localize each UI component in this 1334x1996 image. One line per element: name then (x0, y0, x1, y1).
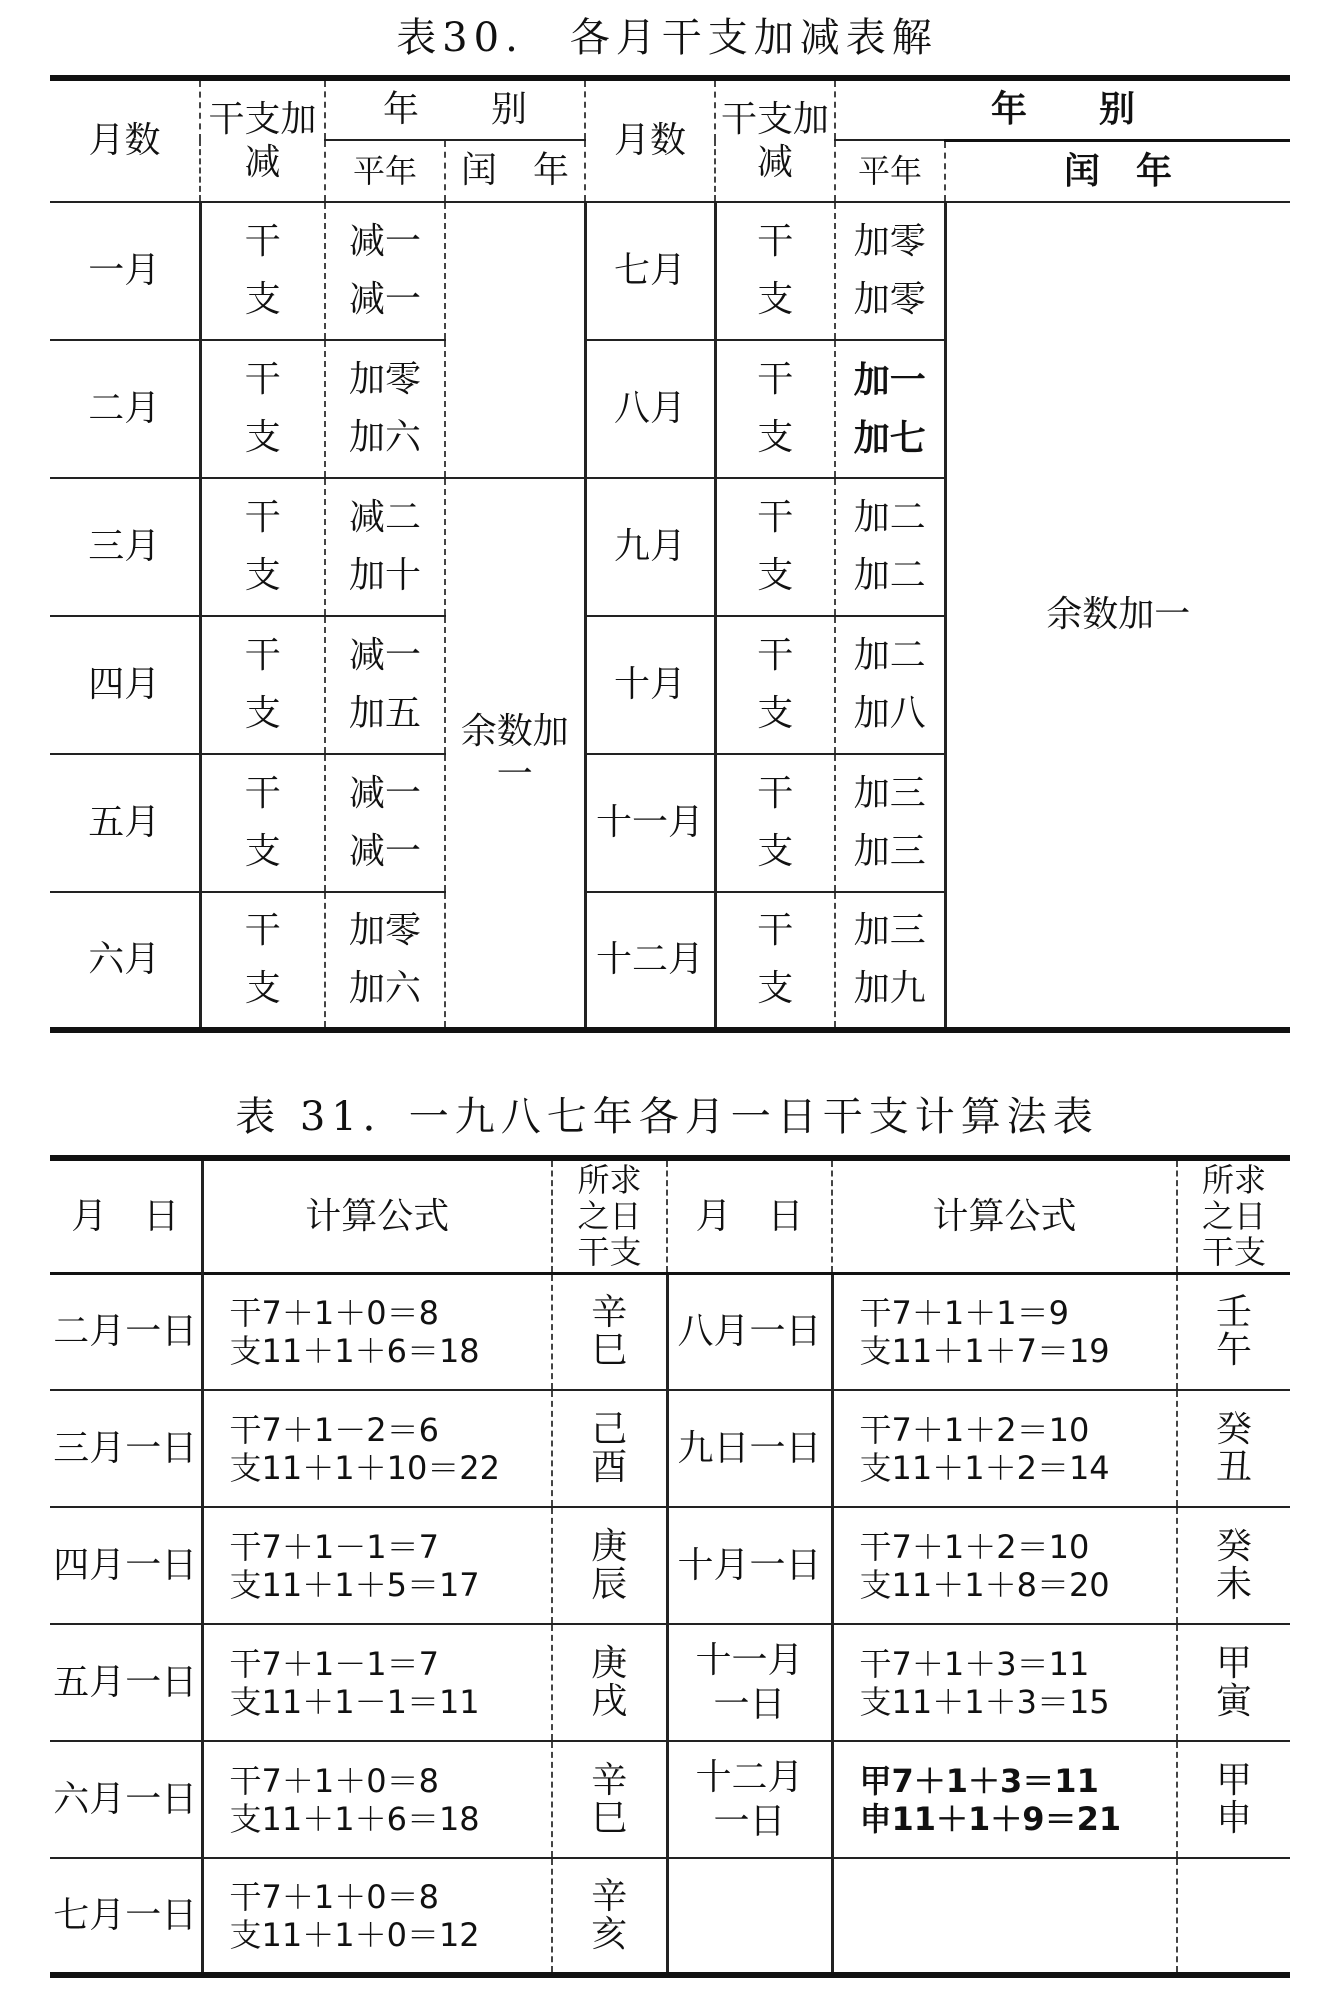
adj-cell: 加零 加六 (325, 892, 445, 1030)
date-cell: 十一月 一日 (667, 1624, 832, 1741)
header-gz-left: 干支加减 (200, 78, 325, 202)
month-8: 八月 (585, 340, 715, 478)
leap-blank (445, 340, 585, 478)
table31 (50, 1155, 1290, 1978)
leap-blank (445, 202, 585, 340)
result-cell: 癸 未 (1177, 1507, 1290, 1624)
gz-cell: 干 支 (200, 340, 325, 478)
month-2: 二月 (50, 340, 200, 478)
gz-cell: 干 支 (200, 478, 325, 616)
result-cell: 辛 巳 (552, 1273, 667, 1390)
header-formula-right: 计算公式 (832, 1158, 1177, 1273)
header-leap-right: 闰 年 (945, 140, 1290, 202)
adj-cell: 加三 加九 (835, 892, 945, 1030)
adj-cell: 加一 加七 (835, 340, 945, 478)
empty-cell (1177, 1858, 1290, 1975)
formula-cell: 甲7＋1＋3＝11 申11＋1＋9＝21 (832, 1741, 1177, 1858)
date-cell: 五月一日 (50, 1624, 202, 1741)
header-month-left: 月数 (88, 120, 161, 162)
month-6: 六月 (50, 892, 200, 1030)
result-cell: 壬 午 (1177, 1273, 1290, 1390)
gz-cell: 干 支 (715, 754, 835, 892)
result-cell: 甲 申 (1177, 1741, 1290, 1858)
leap-note-right: 余数加一 (945, 202, 1290, 1030)
month-5: 五月 (50, 754, 200, 892)
month-9: 九月 (585, 478, 715, 616)
result-cell: 癸 丑 (1177, 1390, 1290, 1507)
adj-cell: 减一 减一 (325, 754, 445, 892)
formula-cell: 干7＋1－1＝7 支11＋1－1＝11 (202, 1624, 552, 1741)
formula-cell: 干7＋1－1＝7 支11＋1＋5＝17 (202, 1507, 552, 1624)
adj-cell: 减一 减一 (325, 202, 445, 340)
result-cell: 己 酉 (552, 1390, 667, 1507)
date-cell: 十月一日 (667, 1507, 832, 1624)
formula-cell: 干7＋1＋3＝11 支11＋1＋3＝15 (832, 1624, 1177, 1741)
adj-cell: 减一 加五 (325, 616, 445, 754)
header-date-right: 月 日 (667, 1158, 832, 1273)
gz-cell: 干 支 (715, 616, 835, 754)
adj-cell: 加二 加八 (835, 616, 945, 754)
header-result-right: 所求 之日 干支 (1177, 1158, 1290, 1273)
date-cell: 八月一日 (667, 1273, 832, 1390)
formula-cell: 干7＋1＋1＝9 支11＋1＋7＝19 (832, 1273, 1177, 1390)
adj-cell: 加零 加六 (325, 340, 445, 478)
date-cell: 九日一日 (667, 1390, 832, 1507)
header-date-left: 月 日 (71, 1195, 180, 1237)
leap-note-left: 余数加一 (445, 478, 585, 1030)
adj-cell: 加二 加二 (835, 478, 945, 616)
header-month-right: 月数 (585, 78, 715, 202)
month-4: 四月 (50, 616, 200, 754)
result-cell: 庚 辰 (552, 1507, 667, 1624)
header-year-type-right: 年 别 (835, 78, 1290, 140)
date-cell: 十二月 一日 (667, 1741, 832, 1858)
gz-cell: 干 支 (715, 892, 835, 1030)
result-cell: 庚 戌 (552, 1624, 667, 1741)
gz-cell: 干 支 (200, 202, 325, 340)
result-cell: 辛 巳 (552, 1741, 667, 1858)
empty-cell (667, 1858, 832, 1975)
date-cell: 七月一日 (50, 1858, 202, 1975)
gz-cell: 干 支 (715, 202, 835, 340)
result-cell: 甲 寅 (1177, 1624, 1290, 1741)
adj-cell: 减二 加十 (325, 478, 445, 616)
month-12: 十二月 (585, 892, 715, 1030)
date-cell: 四月一日 (50, 1507, 202, 1624)
result-cell: 辛 亥 (552, 1858, 667, 1975)
gz-cell: 干 支 (200, 892, 325, 1030)
header-year-type-left: 年 别 (325, 78, 585, 140)
month-1: 一月 (50, 202, 200, 340)
month-7: 七月 (585, 202, 715, 340)
gz-cell: 干 支 (715, 478, 835, 616)
date-cell: 二月一日 (50, 1273, 202, 1390)
adj-cell: 加三 加三 (835, 754, 945, 892)
empty-cell (832, 1858, 1177, 1975)
header-leap-left: 闰 年 (445, 140, 585, 202)
table30 (50, 75, 1290, 1033)
gz-cell: 干 支 (200, 616, 325, 754)
date-cell: 三月一日 (50, 1390, 202, 1507)
date-cell: 六月一日 (50, 1741, 202, 1858)
formula-cell: 干7＋1＋0＝8 支11＋1＋6＝18 (202, 1741, 552, 1858)
formula-cell: 干7＋1＋2＝10 支11＋1＋2＝14 (832, 1390, 1177, 1507)
formula-cell: 干7＋1＋0＝8 支11＋1＋0＝12 (202, 1858, 552, 1975)
formula-cell: 干7＋1＋0＝8 支11＋1＋6＝18 (202, 1273, 552, 1390)
month-10: 十月 (585, 616, 715, 754)
header-normal-right: 平年 (835, 140, 945, 202)
header-normal-left: 平年 (325, 140, 445, 202)
table30-title: 表30. 各月干支加减表解 (396, 15, 938, 61)
table31-title: 表 31．一九八七年各月一日干支计算法表 (235, 1094, 1099, 1140)
formula-cell: 干7＋1－2＝6 支11＋1＋10＝22 (202, 1390, 552, 1507)
adj-cell: 加零 加零 (835, 202, 945, 340)
formula-cell: 干7＋1＋2＝10 支11＋1＋8＝20 (832, 1507, 1177, 1624)
header-result-left: 所求 之日 干支 (552, 1158, 667, 1273)
month-11: 十一月 (585, 754, 715, 892)
header-gz-right: 干支加减 (715, 78, 835, 202)
gz-cell: 干 支 (715, 340, 835, 478)
header-formula-left: 计算公式 (202, 1158, 552, 1273)
month-3: 三月 (50, 478, 200, 616)
gz-cell: 干 支 (200, 754, 325, 892)
